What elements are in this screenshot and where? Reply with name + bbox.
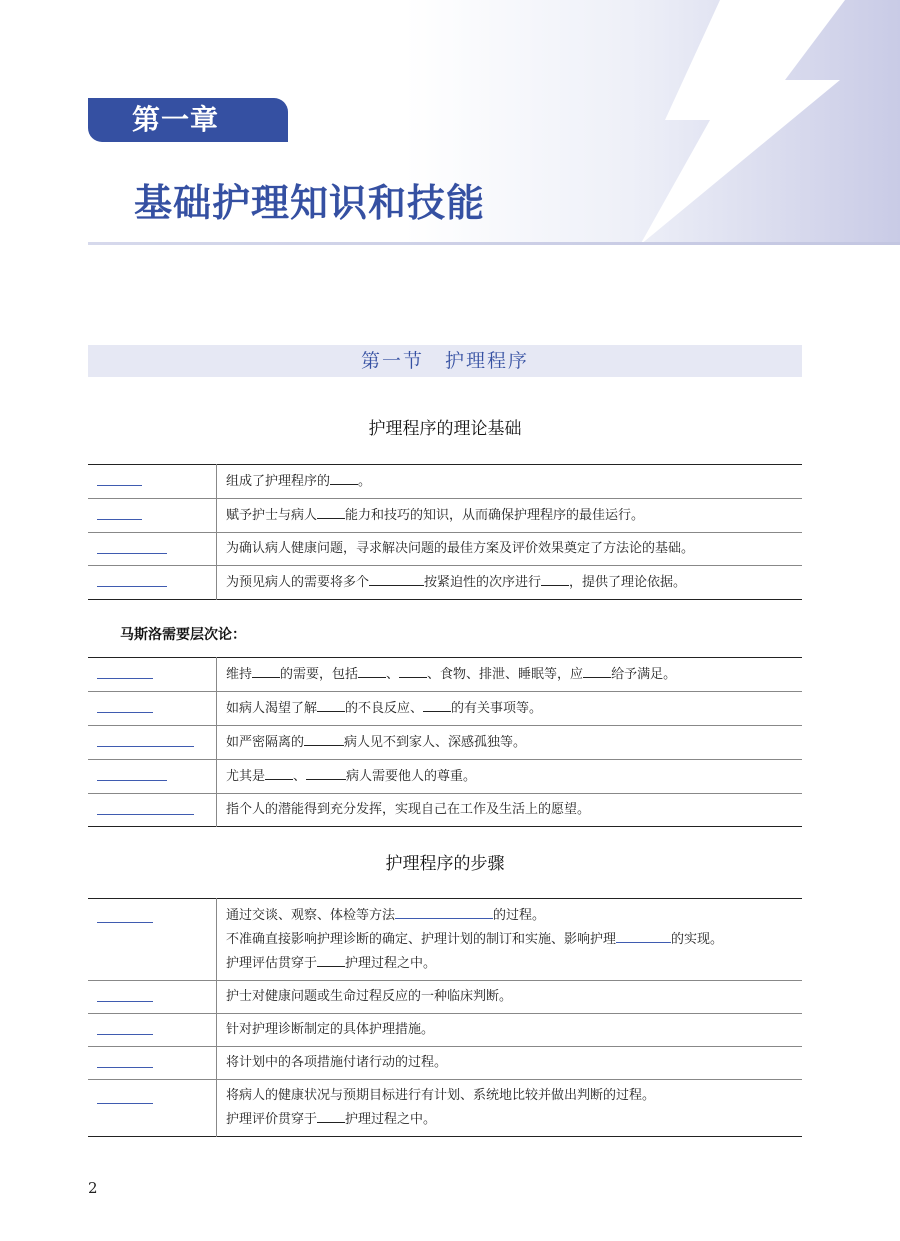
row-text: 为确认病人健康问题，寻求解决问题的最佳方案及评价效果奠定了方法论的基础。 <box>217 533 803 566</box>
theory-heading: 护理程序的理论基础 <box>368 419 522 439</box>
steps-heading: 护理程序的步骤 <box>385 854 505 874</box>
term-blank <box>97 542 167 554</box>
row-text: 如严密隔离的 病人见不到家人、深感孤独等。 <box>217 726 803 760</box>
theory-table <box>88 464 802 600</box>
term-blank <box>97 803 194 815</box>
header-rule <box>88 242 900 245</box>
table-row <box>88 692 802 726</box>
term-blank <box>97 667 153 679</box>
row-text: 维持 的需要，包括 、 、食物、排泄、睡眠等，应 给予满足。 <box>217 658 803 692</box>
steps-table <box>88 898 802 1137</box>
section-title: 第一节 护理程序 <box>88 345 802 377</box>
maslow-table <box>88 657 802 827</box>
table-row <box>88 658 802 692</box>
table-row <box>88 981 802 1014</box>
page-number: 2 <box>88 1179 98 1197</box>
row-text: 如病人渴望了解 的不良反应、 的有关事项等。 <box>217 692 803 726</box>
term-blank <box>97 575 167 587</box>
chapter-title: 基础护理知识和技能 <box>134 181 486 225</box>
term-blank <box>97 1056 153 1068</box>
table-row <box>88 566 802 600</box>
term-blank <box>97 474 142 486</box>
row-text: 将病人的健康状况与预期目标进行有计划、系统地比较并做出判断的过程。 护理评价贯穿于 护理过程之中。 <box>226 1088 656 1127</box>
row-text: 针对护理诊断制定的具体护理措施。 <box>217 1014 803 1047</box>
row-text: 组成了护理程序的 。 <box>217 465 803 499</box>
term-blank <box>97 1092 153 1104</box>
table-row <box>88 726 802 760</box>
table-row <box>88 1047 802 1080</box>
table-row <box>88 1014 802 1047</box>
term-blank <box>97 701 153 713</box>
term-blank <box>97 769 167 781</box>
row-text: 为预见病人的需要将多个 按紧迫性的次序进行 ，提供了理论依据。 <box>226 575 687 590</box>
term-blank <box>97 508 142 520</box>
table-row <box>88 899 802 981</box>
table-row <box>88 499 802 533</box>
table-row <box>88 794 802 827</box>
row-text: 将计划中的各项措施付诸行动的过程。 <box>217 1047 803 1080</box>
row-text: 指个人的潜能得到充分发挥，实现自己在工作及生活上的愿望。 <box>226 802 591 817</box>
term-blank <box>97 911 153 923</box>
chapter-label: 第一章 <box>88 98 288 142</box>
table-row <box>88 760 802 794</box>
row-text: 尤其是 、 病人需要他人的尊重。 <box>217 760 803 794</box>
row-text: 护士对健康问题或生命过程反应的一种临床判断。 <box>217 981 803 1014</box>
row-text: 赋予护士与病人 能力和技巧的知识，从而确保护理程序的最佳运行。 <box>217 499 803 533</box>
table-row <box>88 533 802 566</box>
table-row <box>88 1080 802 1137</box>
term-blank <box>97 990 153 1002</box>
row-text: 通过交谈、观察、体检等方法 的过程。 不准确直接影响护理诊断的确定、护理计划的制订和实施、影响护理 的实现。 护理评估贯穿于 护理过程之中。 <box>217 899 803 981</box>
term-blank <box>97 735 194 747</box>
maslow-label: 马斯洛需要层次论： <box>120 627 246 643</box>
term-blank <box>97 1023 153 1035</box>
table-row <box>88 465 802 499</box>
